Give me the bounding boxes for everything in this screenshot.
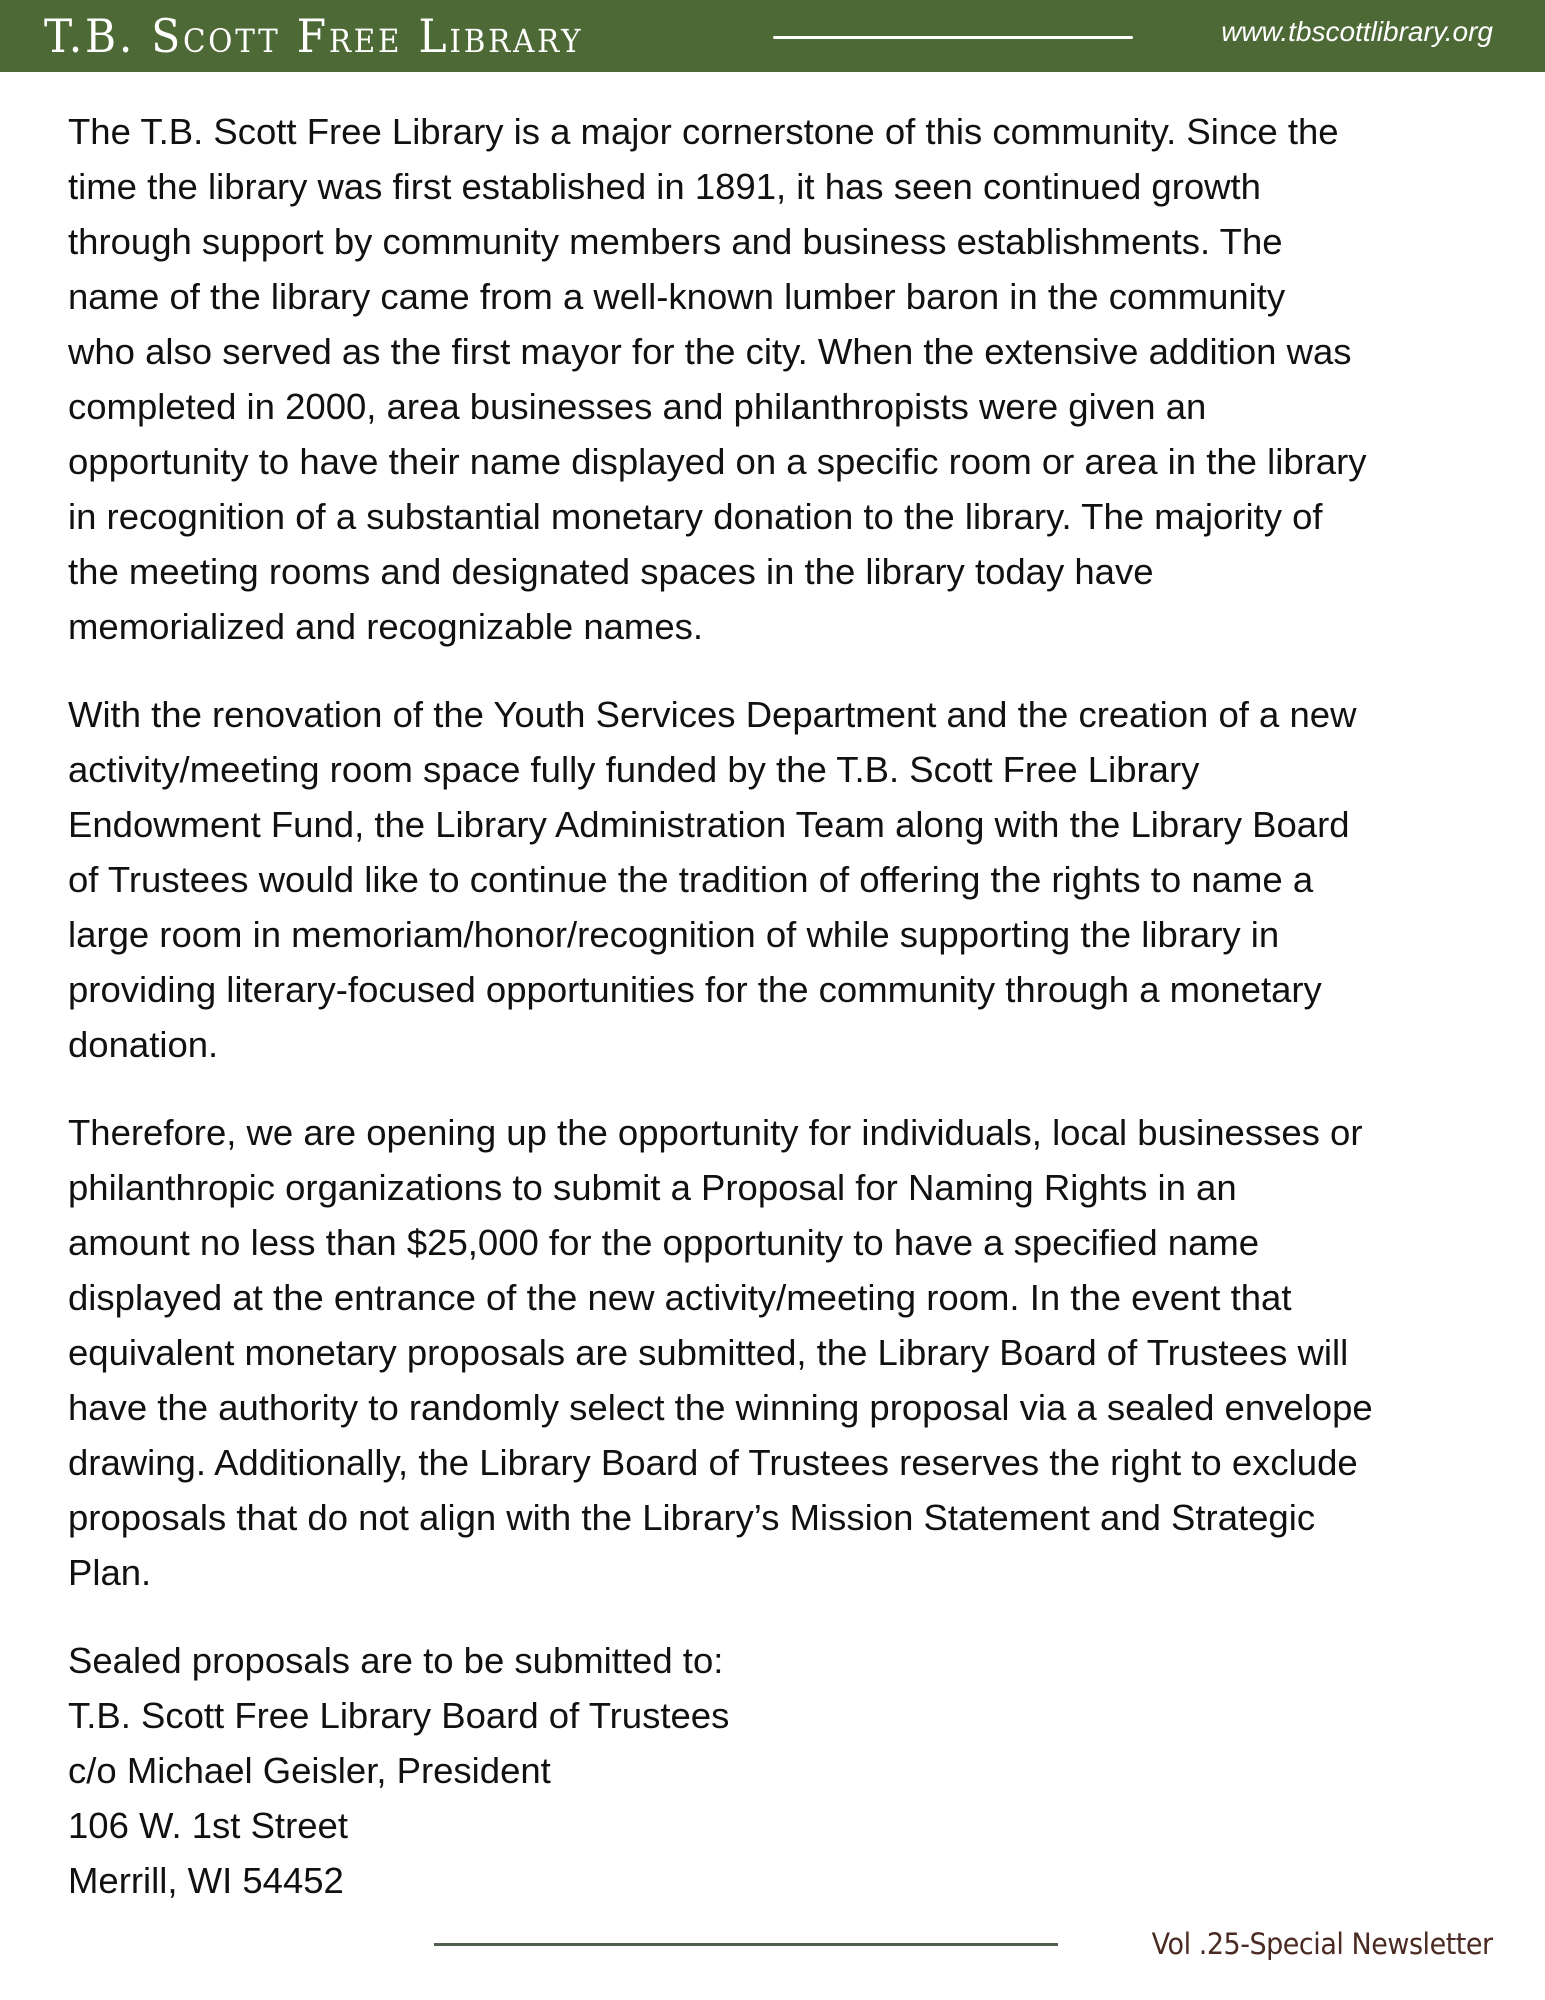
text-line: through support by community members and business establishments. The bbox=[68, 221, 1283, 262]
text-line: The T.B. Scott Free Library is a major cornerstone of this community. Since the bbox=[68, 111, 1339, 152]
paragraph-renovation bbox=[68, 687, 1488, 1072]
text-line: Plan. bbox=[68, 1552, 152, 1593]
text-line: name of the library came from a well-known lumber baron in the community bbox=[68, 276, 1286, 317]
text-line: displayed at the entrance of the new activity/meeting room. In the event that bbox=[68, 1277, 1292, 1318]
text-line: providing literary-focused opportunities for the community through a monetary bbox=[68, 969, 1322, 1010]
footer-divider bbox=[434, 1943, 1058, 1946]
paragraph-history bbox=[68, 104, 1488, 654]
text-line: activity/meeting room space fully funded by the T.B. Scott Free Library bbox=[68, 749, 1200, 790]
newsletter-volume: Vol .25-Special Newsletter bbox=[1151, 1927, 1493, 1961]
text-line: drawing. Additionally, the Library Board of Trustees reserves the right to exclude bbox=[68, 1442, 1358, 1483]
text-line: the meeting rooms and designated spaces in the library today have bbox=[68, 551, 1154, 592]
library-name-logo: T.B. Scott Free Library bbox=[44, 9, 584, 63]
text-line: opportunity to have their name displayed on a specific room or area in the library bbox=[68, 441, 1367, 482]
text-line: philanthropic organizations to submit a Proposal for Naming Rights in an bbox=[68, 1167, 1237, 1208]
address-intro: Sealed proposals are to be submitted to: bbox=[68, 1640, 724, 1681]
text-line: donation. bbox=[68, 1024, 219, 1065]
text-line: time the library was first established in 1891, it has seen continued growth bbox=[68, 166, 1261, 207]
text-line: proposals that do not align with the Library’s Mission Statement and Strategic bbox=[68, 1497, 1316, 1538]
text-line: With the renovation of the Youth Services Department and the creation of a new bbox=[68, 694, 1357, 735]
masthead-banner bbox=[0, 0, 1545, 72]
address-care-of: c/o Michael Geisler, President bbox=[68, 1750, 551, 1791]
text-line: of Trustees would like to continue the tradition of offering the rights to name a bbox=[68, 859, 1314, 900]
text-line: equivalent monetary proposals are submitted, the Library Board of Trustees will bbox=[68, 1332, 1349, 1373]
paragraph-proposal bbox=[68, 1105, 1488, 1600]
article-body bbox=[68, 104, 1488, 1908]
text-line: completed in 2000, area businesses and philanthropists were given an bbox=[68, 386, 1207, 427]
text-line: memorialized and recognizable names. bbox=[68, 606, 704, 647]
text-line: large room in memoriam/honor/recognition of while supporting the library in bbox=[68, 914, 1280, 955]
mailing-address bbox=[68, 1633, 1488, 1908]
header-divider bbox=[773, 36, 1133, 39]
address-street: 106 W. 1st Street bbox=[68, 1805, 348, 1846]
text-line: Endowment Fund, the Library Administration Team along with the Library Board bbox=[68, 804, 1350, 845]
website-url[interactable]: www.tbscottlibrary.org bbox=[1221, 16, 1493, 47]
text-line: who also served as the first mayor for the city. When the extensive addition was bbox=[68, 331, 1352, 372]
address-city: Merrill, WI 54452 bbox=[68, 1860, 344, 1901]
text-line: Therefore, we are opening up the opportunity for individuals, local businesses or bbox=[68, 1112, 1363, 1153]
text-line: amount no less than $25,000 for the opportunity to have a specified name bbox=[68, 1222, 1260, 1263]
text-line: have the authority to randomly select the winning proposal via a sealed envelope bbox=[68, 1387, 1373, 1428]
text-line: in recognition of a substantial monetary donation to the library. The majority of bbox=[68, 496, 1323, 537]
address-recipient: T.B. Scott Free Library Board of Trustees bbox=[68, 1695, 730, 1736]
